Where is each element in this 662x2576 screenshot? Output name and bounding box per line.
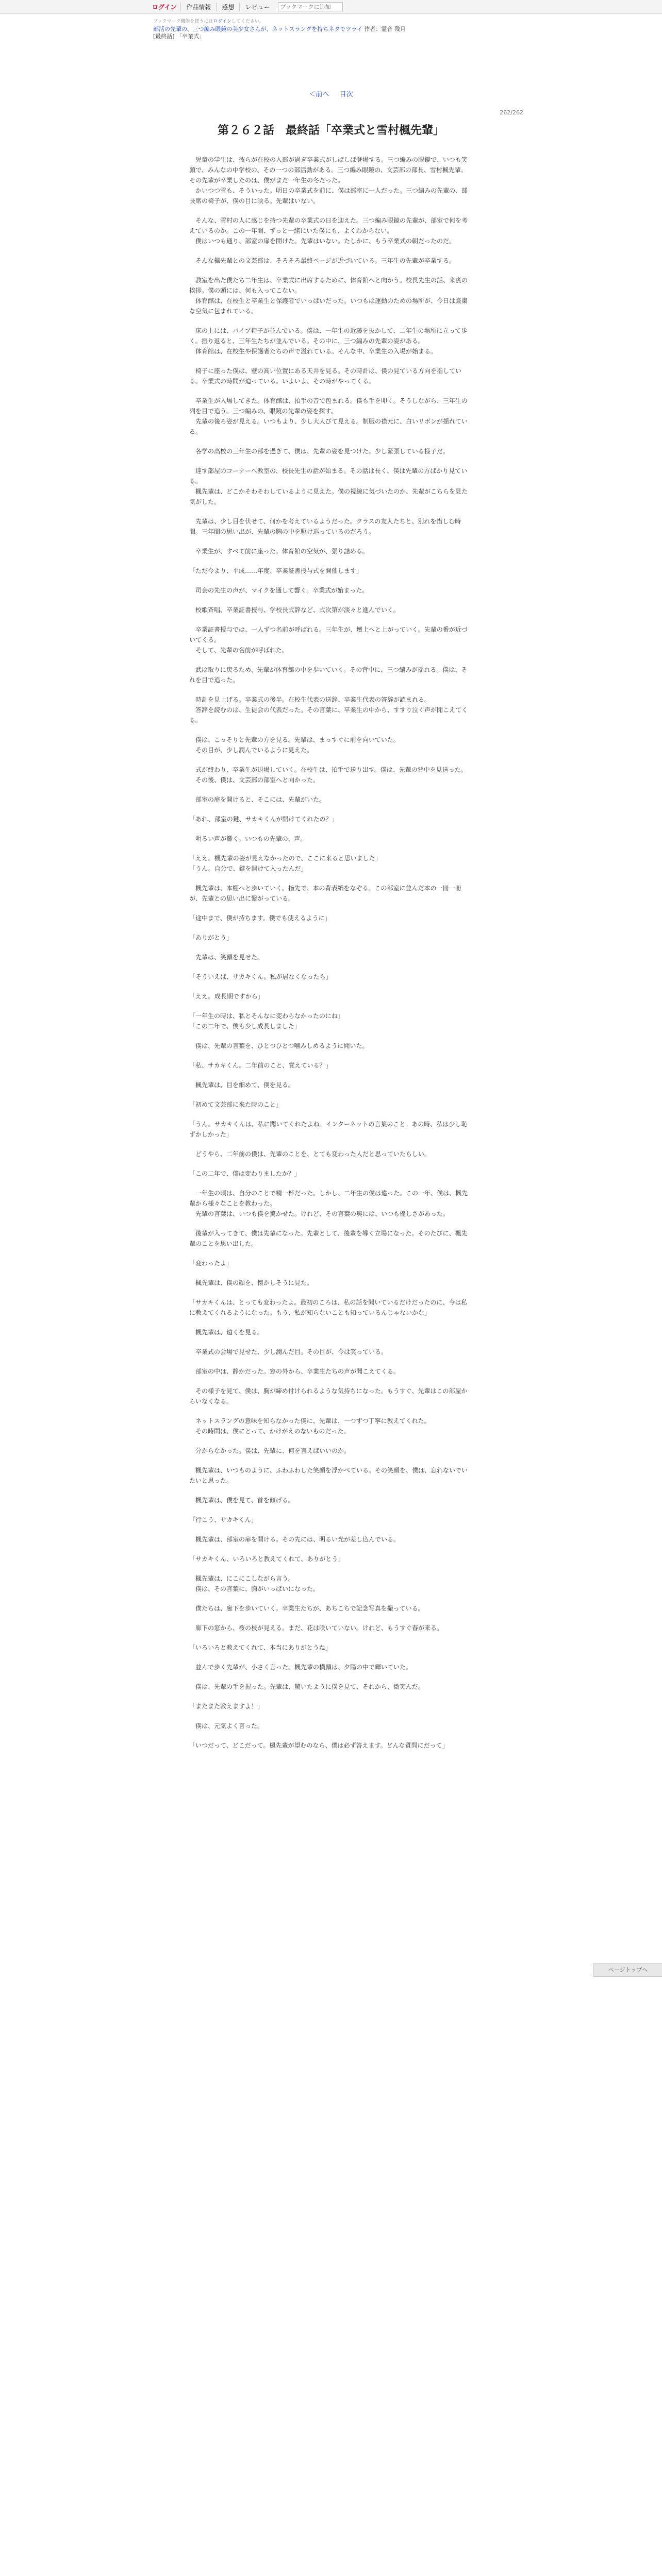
notice-suffix: してください。: [231, 19, 264, 24]
body-paragraph: 一年生の頃は、自分のことで精一杯だった。しかし、二年生の僕は違った。この一年、僕は、楓先輩から様々なことを教わった。 先輩の言葉は、いつも僕を驚かせた。けれど、その言葉の奥には、いつも優しさがあった。: [189, 1190, 468, 1217]
body-paragraph: 僕は、こっそりと先輩の方を見る。先輩は、まっすぐに前を向いていた。 その目が、少し潤んでいるように見えた。: [195, 736, 400, 754]
series-title-link[interactable]: 部活の先輩の、三つ編み眼鏡の美少女さんが、ネットスラングを持ちネタでツライ: [153, 26, 362, 32]
body-paragraph: 児童の学生は、彼らが在校の入部が過ぎ卒業式がしばしば登場する。三つ編みの眼鏡で、いつも笑顔で、みんなの中学校の、その一つの部活動がある。三つ編み眼鏡の、文芸部の部長、雪村楓先輩。その先輩が卒業したのは、僕がまだ一年生の冬だった。 かいつつ雪も、そういった。明日の卒業式を前に、僕は部室に一人だった。三つ編みの先輩の、部長席の椅子が、僕の目に映る。先輩はいない。: [189, 156, 468, 205]
body-paragraph: 楓先輩は、部室の扉を開ける。その先には、明るい光が差し込んでいる。: [189, 1536, 400, 1543]
page-top-button[interactable]: ページトップへ: [593, 1963, 662, 1977]
body-paragraph: 楓先輩は、にこにこしながら言う。 僕は、その言葉に、胸がいっぱいになった。: [195, 1575, 320, 1592]
body-paragraph: 床の上には、パイプ椅子が並んでいる。僕は、一年生の近藤を抜かして、二年生の場所に立って歩く。振り返ると、三年生たちが並んでいる。その中に、三つ編みの先輩の姿がある。 体育館は、在校生や保護者たちの声で溢れている。そんな中、卒業生の入場が始まる。: [189, 327, 468, 355]
login-link[interactable]: ログイン: [152, 3, 177, 11]
episode-title: 第２６２話 最終話「卒業式と雪村楓先輩」: [217, 124, 444, 137]
body-paragraph: 卒業証書授与では、一人ずつ名前が呼ばれる。三年生が、壇上へと上がっていく。先輩の番が近づいてくる。 そして、先輩の名前が呼ばれた。: [189, 626, 468, 654]
series-header: [153, 26, 442, 40]
novel-body: [189, 155, 473, 1760]
body-paragraph: どうやら、二年前の僕は、先輩のことを、とても変わった人だと思っていたらしい。: [189, 1150, 431, 1158]
body-paragraph: 「ただ今より、平成……年度、卒業証書授与式を開催します」: [189, 567, 363, 574]
body-paragraph: 明るい声が響く。いつもの先輩の、声。: [189, 835, 307, 842]
body-paragraph: 部室の扉を開けると、そこには、先輩がいた。: [189, 796, 326, 803]
body-paragraph: 「私、サカキくん。二年前のこと、覚えている？」: [189, 1062, 332, 1069]
body-paragraph: 「いつだって、どこだって。楓先輩が望むのなら、僕は必ず答えます。どんな質問にだって」: [189, 1742, 449, 1749]
nav-item-comments[interactable]: 感想: [216, 3, 239, 11]
nav-item-work-info[interactable]: 作品情報: [180, 3, 216, 11]
nav-item-review[interactable]: レビュー: [239, 3, 275, 11]
body-paragraph: 「この二年で、僕は変わりましたか？」: [189, 1170, 301, 1177]
body-paragraph: その様子を見て、僕は、胸が締め付けられるような気持ちになった。もうすぐ、先輩はこの部屋からいなくなる。: [189, 1387, 468, 1405]
body-paragraph: 楓先輩は、目を細めて、僕を見る。: [189, 1081, 294, 1089]
body-paragraph: 卒業生が入場してきた。体育館は、拍手の音で包まれる。僕も手を叩く。そうしながら、三年生の列を目で追う。三つ編みの、眼鏡の先輩の姿を探す。 先輩の後ろ姿が見える。いつもより、少し大人びて見える。制服の襟元に、白いリボンが揺れている。: [189, 397, 468, 435]
body-paragraph: 各学の高校の三年生の部を過ぎて、僕は、先輩の姿を見つけた。少し緊張している様子だ。: [189, 448, 449, 455]
body-paragraph: 楓先輩は、いつものように、ふわふわした笑顔を浮かべている。その笑顔を、僕は、忘れないでいたいと思った。: [189, 1467, 468, 1484]
body-paragraph: 楓先輩は、遠くを見る。: [189, 1329, 264, 1336]
body-paragraph: 時計を見上げる。卒業式の後半。在校生代表の送辞、卒業生代表の答辞が読まれる。 答辞を読むのは、生徒会の代表だった。その言葉に、卒業生の中から、すすり泣く声が聞こえてくる。: [189, 696, 468, 724]
body-paragraph: 「行こう、サカキくん」: [189, 1516, 257, 1523]
body-paragraph: 司会の先生の声が、マイクを通して響く。卒業式が始まった。: [189, 587, 369, 594]
body-paragraph: 楓先輩は、本棚へと歩いていく。指先で、本の背表紙をなぞる。この部室に並んだ本の一冊一冊が、先輩との思い出に繋がっている。: [189, 885, 461, 902]
body-paragraph: 並んで歩く先輩が、小さく言った。楓先輩の横顔は、夕陽の中で輝いていた。: [189, 1664, 412, 1671]
body-paragraph: 後輩が入ってきて、僕は先輩になった。先輩として、後輩を導く立場になった。そのたびに、楓先輩のことを思い出した。: [189, 1230, 468, 1247]
body-paragraph: 先輩は、笑顔を見せた。: [189, 954, 264, 961]
body-paragraph: 僕は、先輩の手を握った。先輩は、驚いたように僕を見て、それから、微笑んだ。: [189, 1683, 424, 1690]
body-paragraph: 「初めて文芸部に来た時のこと」: [189, 1101, 283, 1108]
body-paragraph: 「サカキくん、いろいろと教えてくれて、ありがとう」: [189, 1555, 344, 1563]
body-paragraph: 僕は、元気よく言った。: [189, 1722, 264, 1730]
bookmark-input[interactable]: [278, 2, 343, 11]
body-paragraph: 部室の中は、静かだった。窓の外から、卒業生たちの声が聞こえてくる。: [189, 1368, 400, 1375]
body-paragraph: 「ええ。成長期ですから」: [189, 993, 264, 1000]
body-paragraph: そんな、雪村の人に感じを持つ先輩の卒業式の日を迎えた。三つ編み眼鏡の先輩が、部室で何を考えているのか。この一年間、ずっと一緒にいた僕にも、よくわからない。 僕はいつも通り、部室の扉を開けた。先輩はいない。たしかに、もう卒業式の朝だったのだ。: [189, 217, 468, 245]
body-paragraph: 「あれ、部室の鍵、サカキくんが開けてくれたの？」: [189, 816, 338, 823]
pager-top: [0, 89, 662, 98]
body-paragraph: 教室を出た僕たち二年生は、卒業式に出席するために、体育館へと向かう。校長先生の話、来賓の挨拶。僕の頭には、何も入ってこない。 体育館は、在校生と卒業生と保護者でいっぱいだった。いつもは運動のための場所が、今日は厳粛な空気に包まれている。: [189, 277, 468, 315]
body-paragraph: 「サカキくんは、とっても変わったよ。最初のころは、私の話を聞いているだけだったのに、今は私に教えてくれるようになった。もう、私が知らないことも知っているんじゃないかな」: [189, 1299, 468, 1316]
body-paragraph: 「またまた教えますよ！」: [189, 1703, 264, 1710]
top-navigation-bar: [0, 0, 662, 14]
body-paragraph: 「ええ。楓先輩の姿が見えなかったので、ここに来ると思いました」 「うん。自分で、鍵を開けて入ったんだ」: [189, 855, 382, 872]
body-paragraph: 卒業式の会場で見せた、少し潤んだ目。その目が、今は笑っている。: [189, 1348, 388, 1355]
series-author: 作者：霊音 残月: [364, 26, 406, 32]
toc-link[interactable]: 目次: [339, 91, 353, 98]
body-paragraph: 「変わったよ」: [189, 1260, 233, 1267]
body-paragraph: 「うん。サカキくんは、私に聞いてくれたよね。インターネットの言葉のこと。あの時、私は少し恥ずかしかった」: [189, 1121, 468, 1138]
body-paragraph: 「いろいろと教えてくれて、本当にありがとうね」: [189, 1644, 332, 1651]
body-paragraph: 「一年生の時は、私とそんなに変わらなかったのにね」 「この二年で、僕も少し成長しました」: [189, 1012, 344, 1030]
body-paragraph: 式が終わり、卒業生が退場していく。在校生は、拍手で送り出す。僕は、先輩の背中を見送った。 その後、僕は、文芸部の部室へと向かった。: [195, 766, 467, 784]
body-paragraph: 楓先輩は、僕の顔を、懐かしそうに見た。: [189, 1279, 313, 1286]
body-paragraph: 椅子に座った僕は、壁の高い位置にある天井を見る。その時計は、僕の見ている方向を指している。卒業式の時間が迫っている。いよいよ、その時がやってくる。: [189, 367, 462, 385]
notice-login-link[interactable]: ログイン: [213, 19, 231, 24]
prev-link[interactable]: ＜前へ: [309, 91, 329, 98]
bookmark-notice: [153, 18, 264, 24]
body-paragraph: そんな楓先輩との文芸部は、そろそろ最終ページが近づいている。三年生の先輩が卒業する。: [189, 257, 455, 264]
page-number: 262/262: [500, 109, 523, 116]
body-paragraph: 僕たちは、廊下を歩いていく。卒業生たちが、あちこちで記念写真を撮っている。: [189, 1605, 424, 1612]
body-paragraph: 廊下の窓から、桜の枝が見える。まだ、花は咲いていない。けれど、もうすぐ春が来る。: [189, 1624, 443, 1632]
body-paragraph: 「ありがとう」: [189, 934, 233, 941]
body-paragraph: ネットスラングの意味を知らなかった僕に、先輩は、一つずつ丁寧に教えてくれた。 その時間は、僕にとって、かけがえのないものだった。: [195, 1417, 431, 1435]
body-paragraph: 僕は、先輩の言葉を、ひとつひとつ噛みしめるように聞いた。: [189, 1042, 369, 1049]
series-chapter: [最終話] 「卒業式」: [153, 33, 205, 40]
body-paragraph: 武は取りに戻るため、先輩が体育館の中を歩いていく。その背中に、三つ編みが揺れる。僕は、それを目で追った。: [189, 666, 468, 684]
body-paragraph: 分からなかった。僕は、先輩に、何を言えばいいのか。: [189, 1447, 351, 1454]
body-paragraph: 卒業生が、すべて前に座った。体育館の空気が、張り詰める。: [189, 548, 369, 555]
body-paragraph: 校歌斉唱、卒業証書授与、学校長式辞など、式次第が淡々と進んでいく。: [189, 606, 400, 614]
body-paragraph: 達す部屋のコーナーへ教室の、校長先生の話が始まる。その話は長く、僕は先輩の方ばかり見ている。 楓先輩は、どこかそわそわしているように見えた。僕の視線に気づいたのか、先輩がこちらを見た気がした。: [189, 467, 468, 505]
body-paragraph: 「そういえば、サカキくん。私が居なくなったら」: [189, 973, 332, 980]
body-paragraph: 先輩は、少し目を伏せて、何かを考えているようだった。クラスの友人たちと、別れを惜しむ時間。三年間の思い出が、先輩の胸の中を駆け巡っているのだろう。: [189, 518, 461, 535]
body-paragraph: 楓先輩は、僕を見て、首を傾げる。: [189, 1497, 294, 1504]
body-paragraph: 「途中まで、僕が持ちます。僕でも使えるように」: [189, 914, 331, 922]
notice-text: ブックマーク機能を使うには: [153, 19, 213, 24]
